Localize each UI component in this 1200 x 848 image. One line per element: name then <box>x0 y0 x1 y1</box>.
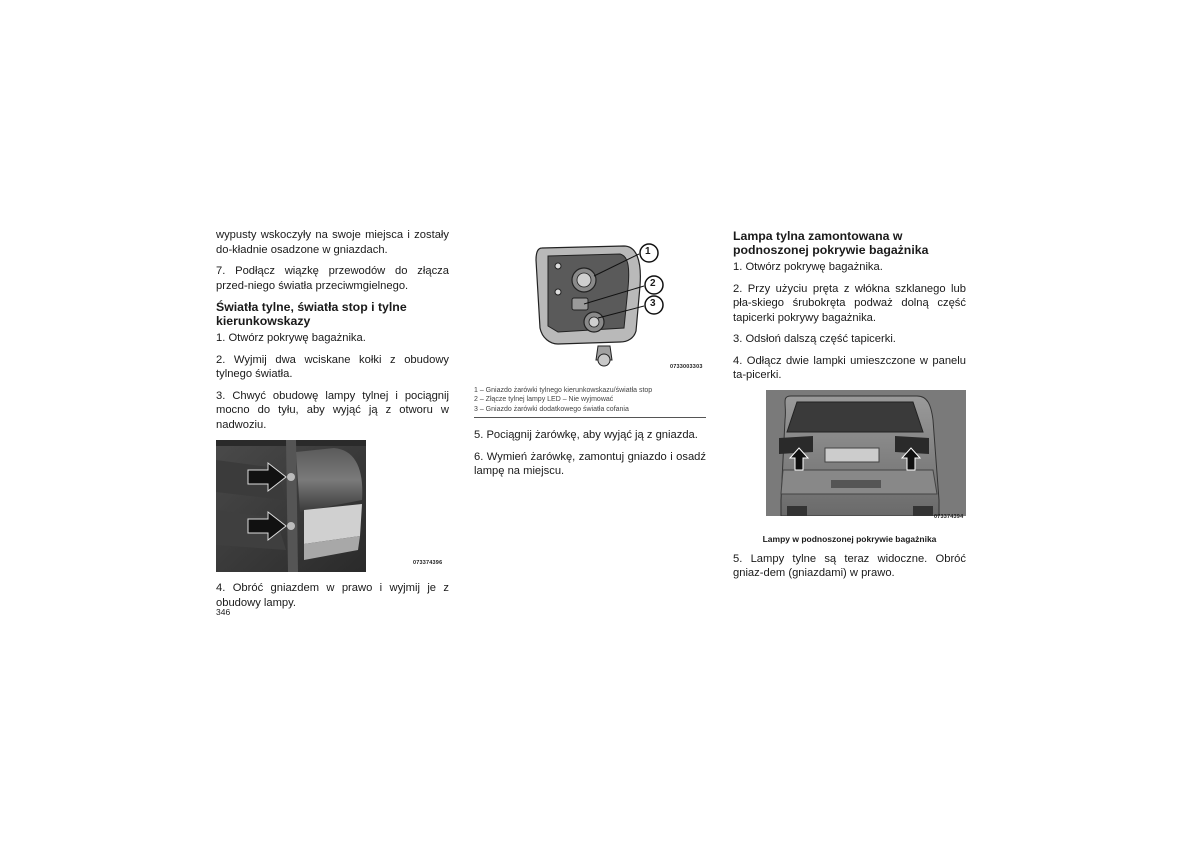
callout-2: 2 <box>650 278 656 289</box>
figure-caption: Lampy w podnoszonej pokrywie bagażnika <box>762 533 937 544</box>
step-6: 6. Wymień żarówkę, zamontuj gniazdo i osadź lampę na miejscu. <box>474 450 706 478</box>
figure-liftgate-lamps <box>733 390 966 528</box>
paragraph-continuation: wypusty wskoczyły na swoje miejsca i zostały do-kładnie osadzone w gniazdach. <box>216 229 449 256</box>
tail-lamp-photo <box>216 440 449 572</box>
figure-tail-lamp-removal <box>216 440 449 578</box>
column-middle <box>474 228 706 486</box>
step-4: 4. Obróć gniazdem w prawo i wyjmij je z obudowy lampy. <box>216 582 449 609</box>
step-5: 5. Pociągnij żarówkę, aby wyjąć ją z gniazda. <box>474 429 698 442</box>
page-number: 346 <box>216 607 231 617</box>
step-1: 1. Otwórz pokrywę bagażnika. <box>216 332 366 344</box>
step-1: 1. Otwórz pokrywę bagażnika. <box>733 261 883 273</box>
lamp-socket-diagram <box>474 236 706 371</box>
section-heading-liftgate-lamp: Lampa tylna zamontowana w podnoszonej pokrywie bagażnika <box>733 229 929 257</box>
figure-code: 0733003303 <box>670 364 703 370</box>
column-right <box>733 228 966 588</box>
callout-1: 1 <box>645 246 651 257</box>
figure-code: 073374394 <box>934 513 964 520</box>
step-2: 2. Przy użyciu pręta z włókna szklanego lub pła-skiego śrubokręta podważ dolną część tapicerki pokrywy bagażnika. <box>733 282 966 324</box>
step-7: 7. Podłącz wiązkę przewodów do złącza przed-niego światła przeciwmgielnego. <box>216 265 449 292</box>
legend-item-1: 1 – Gniazdo żarówki tylnego kierunkowskazu/światła stop <box>474 387 653 394</box>
step-2: 2. Wyjmij dwa wciskane kołki z obudowy tylnego światła. <box>216 353 449 380</box>
vehicle-rear-photo <box>733 390 966 528</box>
step-3: 3. Odsłoń dalszą część tapicerki. <box>733 333 896 345</box>
legend-item-3: 3 – Gniazdo żarówki dodatkowego światła cofania <box>474 405 629 413</box>
step-3: 3. Chwyć obudowę lampy tylnej i pociągnij mocno do tyłu, aby wyjąć ją z otworu w nadwoziu. <box>216 389 449 431</box>
figure-code: 073374396 <box>413 560 443 566</box>
callout-3: 3 <box>650 298 656 309</box>
figure-lamp-sockets <box>474 236 706 376</box>
column-left <box>216 228 449 617</box>
legend-item-2: 2 – Złącze tylnej lampy LED – Nie wyjmować <box>474 396 614 404</box>
section-heading-tail-lights: Światła tylne, światła stop i tylne kierunkowskazy <box>216 300 407 328</box>
step-4: 4. Odłącz dwie lampki umieszczone w panelu ta-picerki. <box>733 354 966 381</box>
figure-legend <box>474 386 706 418</box>
step-5: 5. Lampy tylne są teraz widoczne. Obróć gniaz-dem (gniazdami) w prawo. <box>733 552 966 579</box>
